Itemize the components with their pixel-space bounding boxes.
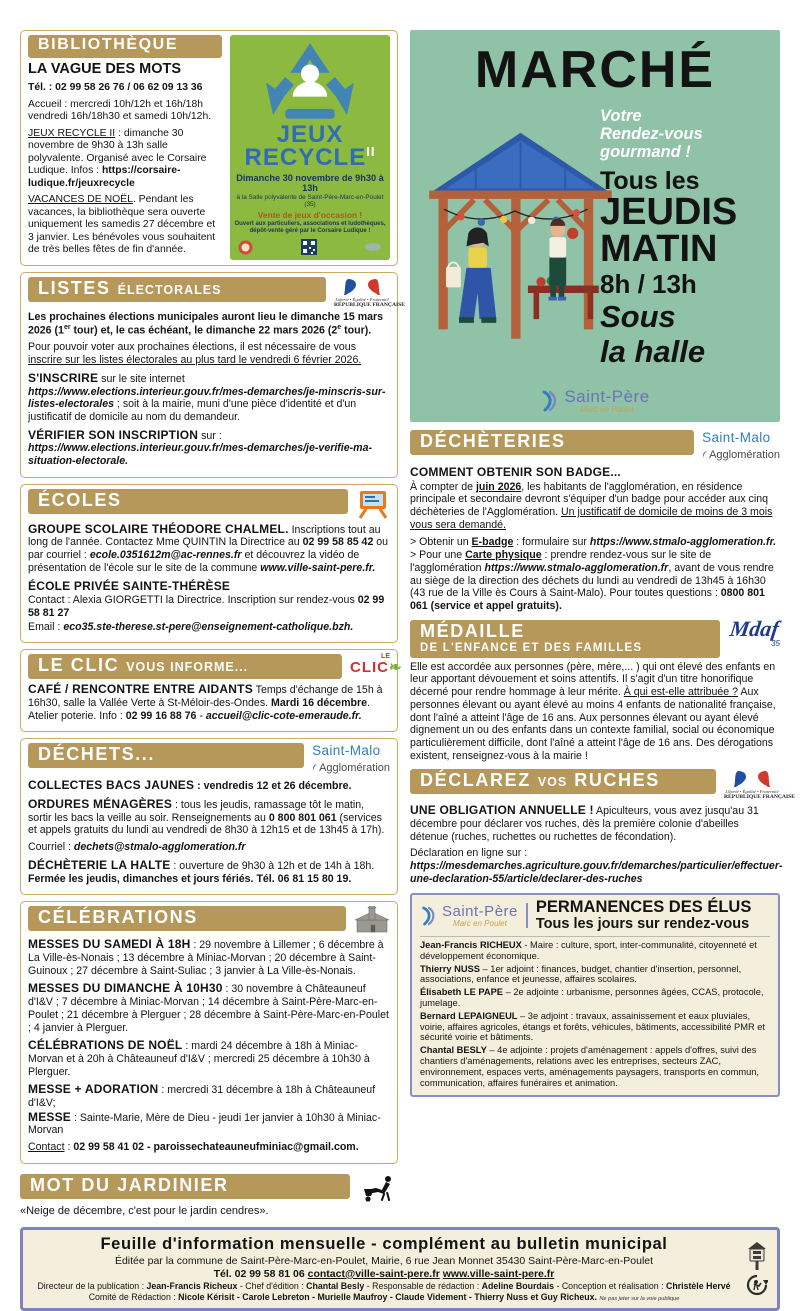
- text-run: : prendre rendez-vous sur le site de l'agglomération: [410, 549, 712, 574]
- text-run: Fermée les jeudis, dimanches et jours fériés. Tél. 06 81 15 80 19.: [28, 872, 352, 885]
- saintpere-name: Saint-Père: [564, 387, 650, 406]
- jeux-title-1: JEUX: [276, 121, 344, 148]
- text-run: Contact : Alexia GIORGETTI la Directrice. Inscription sur rendez-vous: [28, 594, 358, 607]
- text-run: «Neige de décembre, c'est pour le jardin cendres».: [20, 1204, 269, 1217]
- text-run: Email :: [28, 620, 64, 633]
- paragraph: [28, 579, 390, 594]
- text-run: Temps d'échange de 15h à 16h30, salle la Vallée Verte à St-Méloir-des-Ondes.: [28, 684, 383, 709]
- text-run: Comité de Rédaction :: [88, 1291, 179, 1302]
- section-mot-du-jardinier: [20, 1170, 398, 1227]
- section-title: DÉCLAREZ: [420, 770, 531, 791]
- section-subtitle: ÉLECTORALES: [117, 283, 222, 298]
- paragraph: [28, 428, 390, 468]
- text-run: Chantal BESLY: [420, 1045, 487, 1056]
- text-run: : Sainte-Marie, Mère de Dieu - jeudi 1er janvier à 10h30 à Miniac-Morvan: [28, 1111, 381, 1137]
- text-run: 02 99 16 88 76: [125, 709, 197, 722]
- text-run: MESSE: [28, 1109, 72, 1124]
- text-run: e: [337, 324, 342, 332]
- decheteries-subtitle: COMMENT OBTENIR SON BADGE...: [410, 465, 621, 479]
- church-icon: [354, 906, 390, 934]
- text-run: CÉLÉBRATIONS DE NOËL: [28, 1038, 183, 1053]
- jeux-title-numeral: II: [366, 144, 376, 160]
- text-run: 02 99 58 41 02 - paroissechateauneufminiac@gmail.com.: [73, 1141, 359, 1154]
- text-run: , avant de vous rendre au siège de la direction des déchets du lundi au vendredi de 13h45 à 16h30 (43 rue de la Ville ès Cours à Saint-Malo). Pour toutes questions :: [410, 561, 774, 600]
- partner-logo-icon: [364, 242, 382, 252]
- section-title: MOT DU JARDINIER: [30, 1174, 229, 1195]
- mdaf-script: Mdaf: [727, 615, 781, 641]
- section-title: DÉCHÈTERIES: [420, 431, 566, 451]
- text-run: VACANCES DE NOËL: [28, 194, 133, 206]
- text-run: . Pendant les vacances, la bibliothèque sera ouverte uniquement les samedis 27 décembre et 3 janvier. Les bénévoles vous souhaitent de très belles fêtes de fin d'année.: [28, 194, 216, 255]
- gardener-quote: [20, 1205, 398, 1218]
- clic-logo-main: CLIC❧: [350, 658, 403, 676]
- text-run: Adeline Bourdais: [481, 1280, 555, 1291]
- text-run: Tél. 02 99 58 81 06: [213, 1267, 305, 1280]
- paragraph: [28, 841, 390, 854]
- ruches-header: [410, 769, 716, 794]
- section-subtitle: VOUS INFORME...: [126, 660, 249, 675]
- paragraph: [28, 594, 390, 619]
- section-title: LE CLIC: [38, 655, 120, 676]
- text-run: MESSES DU SAMEDI À 18H: [28, 937, 191, 952]
- text-run: LA VAGUE DES MOTS: [28, 60, 182, 77]
- text-run: : vendredis 12 et 26 décembre.: [194, 780, 352, 793]
- clic-header: [28, 654, 342, 679]
- text-run: – 3e adjoint : travaux, assainissement et eaux pluviales, voirie, affaires agricoles, étangs et forêts, véhicules, bâtiments, accessibilité PMR et sécurité voirie et bâtiments.: [420, 1010, 766, 1043]
- paragraph: [410, 536, 780, 549]
- jeux-sale-line: Vente de jeux d'occasion !: [257, 210, 363, 221]
- right-column: [410, 30, 796, 1097]
- text-run: E-badge: [471, 535, 514, 548]
- text-run: : formulaire sur: [513, 535, 590, 548]
- rf-motto: Liberté • Égalité • Fraternité: [335, 297, 389, 303]
- text-run: - Conception et réalisation :: [554, 1280, 666, 1291]
- section-celebrations: [20, 901, 398, 1164]
- paragraph: [28, 1141, 390, 1154]
- mdaf-number: 35: [771, 638, 780, 648]
- text-run: Pour pouvoir voter aux prochaines élections, il est nécessaire de vous: [28, 341, 356, 354]
- text-run: VÉRIFIER SON INSCRIPTION: [28, 427, 199, 442]
- text-run: CAFÉ / RENCONTRE ENTRE AIDANTS: [28, 682, 253, 697]
- celebrations-header: [28, 906, 346, 931]
- text-run: www.ville-saint-pere.fr.: [260, 561, 376, 574]
- saintpere-sub: Marc en Poulet: [580, 405, 634, 414]
- paragraph: [28, 61, 222, 78]
- text-run: : 30 novembre à Châteauneuf d'I&V ; 7 décembre à Miniac-Morvan ; 14 décembre à Saint-Père-Marc-en-Poulet ; 21 décembre à Plerguer ; 28 décembre à Saint-Père-Marc-en-Poulet ; 4 janvier à Plerguer.: [28, 983, 389, 1034]
- paragraph: [28, 99, 222, 124]
- text-run: ; soit à la mairie, muni d'une pièce d'identité et d'un justificatif de domicile au nom du demandeur.: [28, 398, 357, 423]
- paragraph: [28, 937, 390, 977]
- section-title-small: VOS: [537, 775, 568, 790]
- saintpere-logo: [420, 903, 528, 928]
- text-run: – 1er adjoint : finances, budget, chantier d'insertion, personnel, associations, enfance et jeunesse, affaires scolaires.: [420, 963, 742, 985]
- text-run: accueil@clic-cote-emeraude.fr.: [205, 709, 362, 722]
- jeux-footer-logos: [234, 239, 386, 255]
- stmalo-logo-line1: Saint-Malo: [702, 430, 771, 445]
- jeux-info-line-2: dépôt-vente géré par le Corsaire Ludique !: [249, 228, 371, 235]
- republique-francaise-logo: [334, 277, 406, 309]
- marche-tagline: Votre Rendez-vous gourmand !: [600, 107, 703, 161]
- text-run: S'INSCRIRE: [28, 370, 99, 385]
- bibliotheque-header: [28, 35, 222, 58]
- text-run: juin 2026: [475, 480, 522, 493]
- footer-text: [31, 1234, 737, 1303]
- text-run: (services et appels gratuits du lundi au vendredi de 8h30 à 12h15 et de 13h45 à 17h).: [28, 811, 385, 837]
- section-declarez-ruches: [410, 769, 796, 885]
- paragraph: [28, 682, 390, 722]
- paragraph: [28, 371, 390, 424]
- paragraph: [28, 82, 222, 94]
- footer-credits-2: [31, 1292, 737, 1303]
- text-run: Élisabeth LE PAPE: [420, 987, 504, 998]
- text-run: eco35.ste-therese.st-pere@enseignement-catholique.bzh.: [63, 620, 354, 633]
- section-le-clic: [20, 649, 403, 732]
- jeux-poster-title: [234, 121, 386, 172]
- text-run: COLLECTES BACS JAUNES: [28, 778, 195, 793]
- text-run: contact@ville-saint-pere.fr: [307, 1267, 440, 1280]
- text-run: Carte physique: [465, 549, 542, 562]
- text-run: - Responsable de rédaction :: [364, 1280, 482, 1291]
- footer-icons: [745, 1241, 769, 1296]
- paragraph: [28, 522, 390, 575]
- text-run: Courriel :: [28, 841, 74, 854]
- paragraph: [28, 311, 390, 337]
- marche-title: MARCHÉ: [474, 41, 716, 99]
- section-title-2: RUCHES: [574, 770, 660, 791]
- text-run: : mercredi 31 décembre à 18h à Châteauneuf d'I&V;: [28, 1084, 376, 1110]
- text-run: Les prochaines élections municipales auront lieu le dimanche 15 mars 2026 (1: [28, 311, 384, 337]
- marche-poster: [410, 30, 780, 422]
- text-run: https://corsaire-ludique.fr/jeuxrecycle: [28, 165, 181, 189]
- text-run: Thierry NUSS: [420, 963, 480, 974]
- paragraph: [28, 341, 390, 366]
- paragraph: [410, 847, 783, 885]
- letterbox-icon: [745, 1241, 769, 1271]
- paragraph: [28, 621, 390, 634]
- footer-publisher: Éditée par la commune de Saint-Père-Marc-en-Poulet, Mairie, 6 rue Jean Monnet 35430 Saint-Père-Marc-en-Poulet: [114, 1254, 654, 1267]
- jeux-info-line-1: Ouvert aux particuliers, associations et ludothèques,: [234, 221, 386, 228]
- permanences-subtitle: Tous les jours sur rendez-vous: [535, 916, 750, 933]
- permanences-box: [410, 893, 780, 1098]
- paragraph: [410, 803, 780, 843]
- text-run: MESSES DU DIMANCHE À 10H30: [28, 981, 223, 996]
- rf-name: RÉPUBLIQUE FRANÇAISE: [334, 302, 406, 309]
- text-run: > Pour une: [410, 549, 466, 562]
- permanences-title: PERMANENCES DES ÉLUS: [535, 897, 752, 916]
- text-run: – 2e adjointe : urbanisme, personnes âgées, CCAS, protocole, jumelage.: [420, 987, 764, 1009]
- paragraph: [28, 194, 222, 256]
- section-title: CÉLÉBRATIONS: [38, 907, 198, 928]
- elected-official-entry: [420, 987, 770, 1009]
- text-run: Jean-Francis RICHEUX: [420, 940, 522, 951]
- section-dechets: [20, 738, 398, 895]
- text-run: https://www.elections.interieur.gouv.fr/mes-demarches/je-minscris-sur-listes-electorales: [28, 385, 386, 411]
- text-run: tour) et, le cas échéant, le dimanche 22 mars 2026 (2: [70, 324, 338, 337]
- text-run: Inscriptions tout au long de l'année. Contactez Mme QUINTIN la Directrice au: [28, 523, 381, 549]
- marche-hours: 8h / 13h: [600, 268, 697, 299]
- text-run: : dimanche 30 novembre de 9h30 à 13h salle polyvalente. Organisé avec le Corsaire Ludique. Infos :: [28, 127, 207, 177]
- dechets-header: [28, 743, 304, 768]
- section-title: BIBLIOTHÈQUE: [38, 36, 179, 53]
- text-run: Christèle Hervé: [666, 1280, 731, 1291]
- marche-tous-les: Tous les: [600, 167, 700, 196]
- saintpere-wave-icon: [420, 906, 438, 926]
- text-run: . Atelier poterie. Info :: [28, 696, 370, 722]
- jeux-title-2: RECYCLE: [244, 144, 367, 172]
- recycle-meeple-icon: [234, 40, 386, 122]
- footer-contacts: [31, 1268, 737, 1281]
- paragraph: [28, 1082, 390, 1109]
- marche-la-halle: la halle: [600, 334, 706, 370]
- text-run: > Obtenir un: [410, 535, 472, 548]
- corsaire-ludique-logo-icon: [238, 240, 253, 255]
- marche-jeudis: JEUDIS: [600, 191, 738, 234]
- text-run: https://www.stmalo-agglomeration.fr.: [589, 535, 777, 548]
- text-run: 02 99 58 85 42: [302, 536, 374, 549]
- footer-credits-1: [31, 1281, 737, 1292]
- medaille-header: [410, 620, 720, 658]
- text-run: UNE OBLIGATION ANNUELLE !: [410, 803, 594, 818]
- text-run: sur :: [198, 429, 222, 442]
- text-run: JEUX RECYCLE II: [28, 127, 116, 139]
- section-decheteries: [410, 430, 780, 613]
- mdaf-logo: [727, 615, 781, 648]
- elected-official-entry: [420, 1011, 770, 1043]
- text-run: Un justificatif de domicile de moins de 3 mois vous sera demandé.: [410, 506, 773, 531]
- section-medaille: [410, 615, 781, 763]
- marche-text-block: [600, 108, 768, 368]
- columns: [20, 30, 796, 1227]
- text-run: inscrire sur les listes électorales au plus tard le vendredi 6 février 2026.: [28, 354, 362, 367]
- decheteries-header: [410, 430, 694, 455]
- saintpere-name: Saint-Père: [442, 903, 518, 921]
- jeux-place-line: à la Salle polyvalente de Saint-Père-Marc-en-Poulet (35): [236, 194, 384, 209]
- text-run: Jean-Francis Richeux: [146, 1280, 238, 1291]
- text-run: GROUPE SCOLAIRE THÉODORE CHALMEL.: [28, 521, 289, 536]
- text-run: - Chef d'édition :: [237, 1280, 307, 1291]
- section-listes-electorales: [20, 272, 406, 477]
- section-title: ÉCOLES: [38, 489, 122, 510]
- text-run: À qui est-elle attribuée ?: [623, 686, 739, 699]
- text-run: : tous les jeudis, ramassage tôt le matin, sortir les bacs la veille au soir. Renseignements au: [28, 799, 365, 824]
- text-run: 02 99 58 81 27: [28, 594, 385, 619]
- text-run: : ouverture de 9h30 à 12h et de 14h à 18h.: [170, 859, 375, 872]
- section-title: MÉDAILLE: [420, 620, 525, 641]
- republique-francaise-logo: [724, 769, 796, 801]
- text-run: https://mesdemarches.agriculture.gouv.fr/demarches/particulier/effectuer-une-declaration-55/article/declarer-des-ruches: [410, 860, 783, 885]
- text-run: Contact: [28, 1141, 65, 1154]
- section-ecoles: [20, 484, 398, 644]
- text-run: : 29 novembre à Lillemer ; 6 décembre à La Ville-ès-Nonais ; 13 décembre à Miniac-Morvan ; 20 décembre à Saint-Guinoux ; 27 décembre à Saint-Suliac ; 3 janvier à La Ville-ès-Nonais.: [28, 939, 384, 977]
- text-run: et découvrez la vidéo de présentation de l'école sur le site de la commune: [28, 549, 360, 574]
- text-run: https://www.elections.interieur.gouv.fr/mes-demarches/je-verifie-ma-situation-electorale.: [28, 442, 373, 468]
- school-board-icon: [356, 489, 390, 519]
- section-title: LISTES: [38, 278, 111, 299]
- text-run: tour).: [341, 324, 372, 337]
- text-run: www.ville-saint-pere.fr: [442, 1267, 555, 1280]
- footer-note: Ne pas jeter sur la voie publique: [599, 1295, 680, 1302]
- text-run: -: [196, 709, 206, 722]
- paragraph: [28, 797, 390, 837]
- paragraph: [28, 981, 390, 1034]
- bibliotheque-layout: [28, 35, 390, 260]
- saintpere-wave-icon: [540, 390, 560, 412]
- le-clic-logo: [350, 653, 403, 676]
- paragraph: [28, 1110, 390, 1137]
- footer-credits-2-runs: [89, 1292, 597, 1302]
- text-run: ORDURES MÉNAGÈRES: [28, 797, 173, 812]
- paragraph: [28, 858, 390, 885]
- text-run: Directeur de la publication :: [37, 1280, 147, 1291]
- text-run: - Maire : culture, sport, inter-communalité, citoyenneté et développement économique.: [420, 940, 757, 961]
- text-run: Chantal Besly: [306, 1280, 365, 1291]
- paragraph: [410, 661, 780, 763]
- marche-matin: MATIN: [600, 227, 718, 270]
- paragraph: [28, 128, 222, 190]
- saint-malo-agglomeration-logo: [702, 430, 780, 462]
- paragraph: [28, 778, 390, 793]
- text-run: Bernard LEPAIGNEUL: [420, 1010, 518, 1021]
- text-run: ou par courriel :: [28, 536, 389, 562]
- marche-sous: Sous: [600, 298, 676, 334]
- text-run: Nicole Kérisit - Carole Lebreton - Murielle Maufroy - Claude Videment - Thierry Nuss et Guy Richeux.: [178, 1291, 597, 1302]
- elected-official-entry: [420, 964, 770, 986]
- jeux-date-line: Dimanche 30 novembre de 9h30 à 13h: [236, 173, 384, 194]
- marche-saintpere-logo: [410, 387, 780, 414]
- text-run: https://www.stmalo-agglomeration.fr: [484, 561, 669, 574]
- text-run: , les habitants de l'agglomération, en résidence principale et secondaire devront s'équiper d'un badge pour accéder aux cinq déchèteries de l'Agglomération.: [410, 480, 768, 519]
- text-run: MESSE + ADORATION: [28, 1082, 159, 1097]
- elected-official-entry: [420, 1045, 770, 1088]
- elected-official-entry: [420, 940, 770, 962]
- text-run: : mardi 24 décembre à 18h à Miniac-Morvan et à 20h à Châteauneuf d'I&V ; mercredi 25 décembre à 10h30 à Plerguer.: [28, 1040, 370, 1078]
- rf-motto: Liberté • Égalité • Fraternité: [725, 789, 779, 795]
- ecoles-header: [28, 489, 348, 514]
- text-run: Déclaration en ligne sur :: [410, 847, 528, 860]
- section-bibliotheque: [20, 30, 398, 266]
- paragraph: [410, 549, 780, 613]
- text-run: Mardi 16 décembre: [271, 696, 367, 709]
- text-run: sur le site internet: [98, 372, 185, 385]
- paragraph: [410, 481, 780, 532]
- text-run: Accueil : mercredi 10h/12h et 16h/18h vendredi 16h/18h30 et samedi 10h/12h.: [28, 98, 212, 123]
- permanences-titles: [536, 899, 751, 934]
- section-title: DÉCHETS...: [38, 744, 156, 765]
- footer-banner: [20, 1227, 780, 1311]
- text-run: ecole.0351612m@ac-rennes.fr: [89, 549, 242, 562]
- gardener-wheelbarrow-icon: [358, 1174, 398, 1202]
- text-run: :: [64, 1141, 74, 1154]
- text-run: Elle est accordée aux personnes (père, mère,... ) qui ont élevé des enfants en leur apportant dévouement et soins attentifs. Il s'agit d'un titre honorifique décerné pour rendre hommage à leur mérite.: [410, 660, 776, 699]
- saint-malo-agglomeration-logo: [312, 743, 390, 775]
- qr-code-icon: [301, 239, 317, 255]
- text-run: dechets@stmalo-agglomeration.fr: [73, 841, 246, 854]
- left-column: [20, 30, 406, 1227]
- stmalo-logo-line1: Saint-Malo: [312, 743, 381, 759]
- text-run: ÉCOLE PRIVÉE SAINTE-THÉRÈSE: [28, 578, 231, 593]
- footer-title: Feuille d'information mensuelle - complément au bulletin municipal: [100, 1235, 668, 1254]
- section-subtitle: DE L'ENFANCE ET DES FAMILLES: [420, 641, 643, 654]
- paragraph: [28, 1038, 390, 1078]
- text-run: Aux personnes élevant ou ayant élevé au moins 4 enfants de nationalité française, dont l'aîné a atteint l'âge de 16 ans. Aux personnes élevant ou ayant élevé dignement un ou des enfants dans un contexte familial, social ou économique particulièrement difficile, dont l'aîné a atteint l'âge de 16 ans. Des dérogations existent, renseignez-vous à la mairie !: [410, 686, 776, 762]
- rf-name: RÉPUBLIQUE FRANÇAISE: [724, 794, 796, 801]
- text-run: 0 800 801 061: [268, 811, 337, 824]
- bibliotheque-text: [28, 35, 222, 260]
- jardinier-header: [20, 1174, 350, 1199]
- text-run: – 4e adjointe : projets d'aménagement : appels d'offres, suivi des chantiers d'aménagements, relations avec les entreprises, secteurs ZAC, environnement, espaces verts, aménagements paysagers, transports en commun, communication, affaires funéraires et animation.: [420, 1045, 759, 1088]
- text-run: Tél. : 02 99 58 26 76 / 06 62 09 13 36: [28, 82, 203, 94]
- text-run: DÉCHÈTERIE LA HALTE: [28, 857, 171, 872]
- text-run: À compter de: [410, 480, 476, 493]
- listes-header: [28, 277, 326, 302]
- saintpere-sub: Marc en Poulet: [453, 919, 507, 929]
- text-run: Apiculteurs, vous avez jusqu'au 31 décembre pour déclarer vos ruches, dès la première colonie d'abeilles détenue (ruches, ruchettes ou ruchettes de fécondation).: [410, 805, 759, 843]
- text-run: 0800 801 061 (service et appel gratuits).: [410, 587, 765, 613]
- text-run: er: [63, 324, 71, 332]
- jeux-recycle-poster: [230, 35, 390, 260]
- stmalo-logo-line2: Agglomération: [312, 762, 390, 774]
- clic-logo-le: LE: [381, 653, 390, 661]
- stmalo-logo-line2: Agglomération: [702, 449, 780, 461]
- no-litter-recycle-icon: [746, 1274, 768, 1296]
- permanences-header: [420, 899, 770, 938]
